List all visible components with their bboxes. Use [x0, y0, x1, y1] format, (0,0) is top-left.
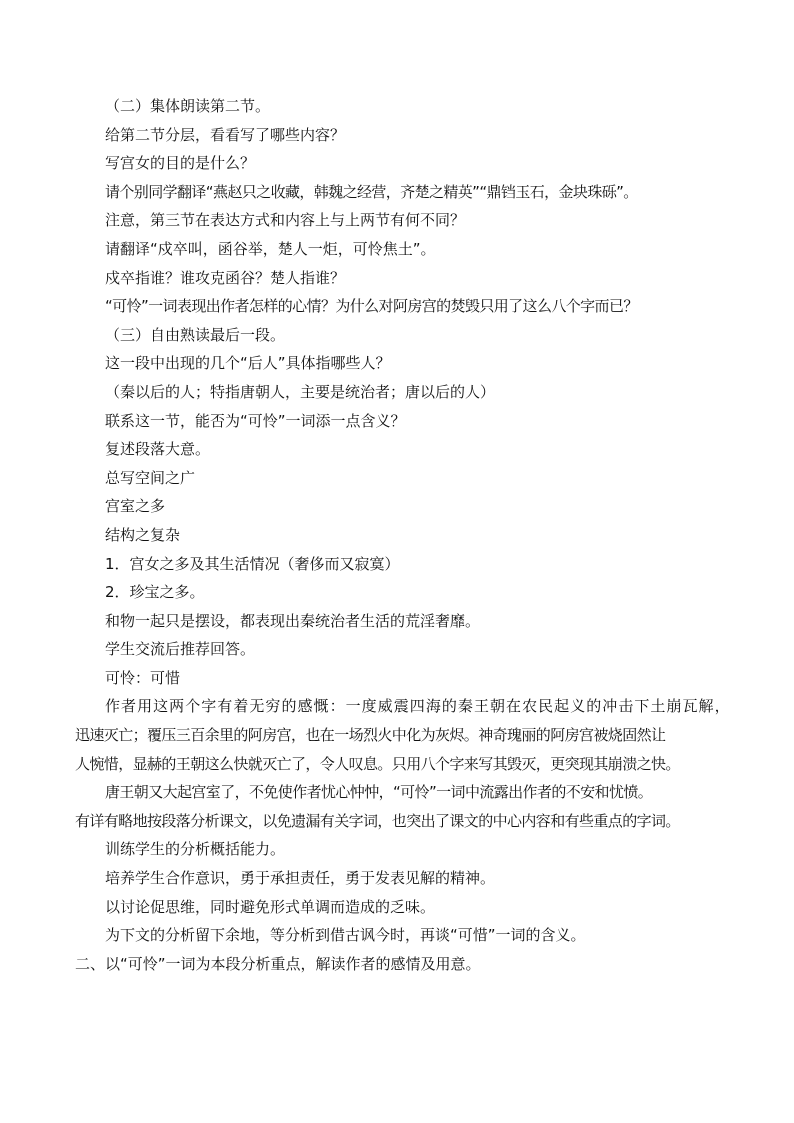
text-line: 作者用这两个字有着无穷的感慨：一度威震四海的秦王朝在农民起义的冲击下土崩瓦解， — [105, 697, 729, 716]
text-line: 这一段中出现的几个“后人”具体指哪些人？ — [105, 354, 391, 373]
text-line: 写宫女的目的是什么？ — [105, 154, 256, 173]
text-line: 请翻译“戍卒叫，函谷举，楚人一炬，可怜焦土”。 — [105, 239, 436, 258]
text-line: 注意，第三节在表达方式和内容上与上两节有何不同？ — [105, 211, 466, 230]
text-line: 迅速灭亡；覆压三百余里的阿房宫，也在一场烈火中化为灰烬。神奇瑰丽的阿房宫被烧固然让 — [75, 726, 666, 745]
text-line: （二）集体朗读第二节。 — [105, 97, 271, 115]
text-line: 联系这一节，能否为“可怜”一词添一点含义？ — [105, 411, 406, 430]
text-line: 请个别同学翻译“燕赵只之收藏，韩魏之经营，齐楚之精英”“鼎铛玉石，金块珠砾”。 — [105, 182, 638, 201]
text-line: 戍卒指谁？谁攻克函谷？楚人指谁？ — [105, 268, 346, 287]
text-line: 和物一起只是摆设，都表现出秦统治者生活的荒淫奢靡。 — [105, 611, 481, 630]
text-line: 训练学生的分析概括能力。 — [105, 840, 286, 859]
text-line: 人惋惜，显赫的王朝这么快就灭亡了，令人叹息。只用八个字来写其毁灭，更突现其崩溃之快。 — [75, 754, 680, 773]
text-line: 复述段落大意。 — [105, 440, 211, 459]
text-line: “可怜”一词表现出作者怎样的心情？为什么对阿房宫的焚毁只用了这么八个字而已？ — [105, 297, 638, 316]
text-line: 以讨论促思维，同时避免形式单调而造成的乏味。 — [105, 897, 436, 916]
text-line: 结构之复杂 — [105, 525, 181, 544]
text-line: 1．宫女之多及其生活情况（奢侈而又寂寞） — [105, 554, 400, 573]
text-line: 宫室之多 — [105, 497, 166, 516]
text-line: 给第二节分层，看看写了哪些内容？ — [105, 125, 346, 144]
text-line: 培养学生合作意识，勇于承担责任，勇于发表见解的精神。 — [105, 869, 496, 888]
text-line: 2．珍宝之多。 — [105, 583, 205, 602]
text-line: （秦以后的人；特指唐朝人，主要是统治者；唐以后的人） — [105, 382, 496, 401]
text-line: 为下文的分析留下余地，等分析到借古讽今时，再谈“可惜”一词的含义。 — [105, 926, 586, 945]
text-line: 唐王朝又大起宫室了，不免使作者忧心忡忡，“可怜”一词中流露出作者的不安和忧愤。 — [105, 783, 653, 802]
text-line: 可怜：可惜 — [105, 668, 181, 687]
text-line: 有详有略地按段落分析课文，以免遗漏有关字词，也突出了课文的中心内容和有些重点的字词。 — [75, 811, 680, 830]
section-heading: 二、以“可怜”一词为本段分析重点，解读作者的感情及用意。 — [75, 954, 481, 973]
document-body — [75, 92, 729, 978]
text-line: 学生交流后推荐回答。 — [105, 640, 256, 659]
text-line: 总写空间之广 — [105, 468, 196, 487]
text-line: （三）自由熟读最后一段。 — [105, 325, 286, 344]
